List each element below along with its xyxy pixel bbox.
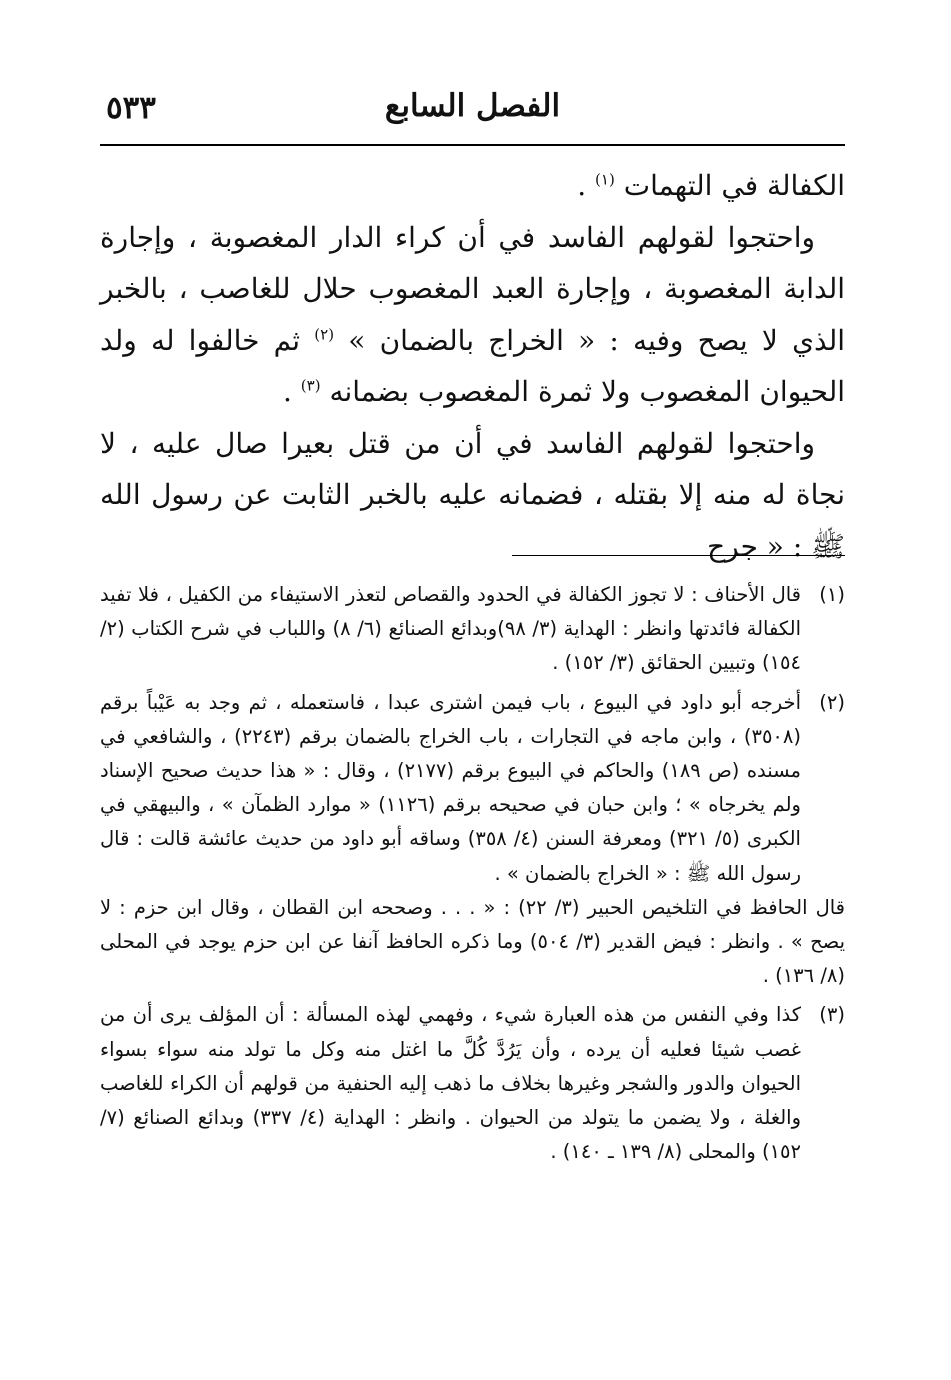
footnote-1-number: (١) [819, 583, 845, 606]
paragraph-1 [100, 160, 845, 212]
footnote-2-number: (٢) [819, 690, 845, 714]
footnote-1 [100, 578, 845, 681]
paragraph-2-end: . [282, 375, 301, 408]
paragraph-1-end: . [577, 169, 596, 202]
footnotes [100, 578, 845, 1174]
paragraph-2 [100, 212, 845, 418]
paragraph-3: واحتجوا لقولهم الفاسد في أن من قتل بعيرا صال عليه ، لا نجاة له منه إلا بقتله ، فضمانه عليه بالخبر الثابت عن رسول الله ﷺ : « جرح [100, 426, 845, 563]
footnote-2-continuation: قال الحافظ في التلخيص الحبير (٣/ ٢٢) : « . . . وصححه ابن القطان ، وقال ابن حزم : لا يصح » . وانظر : فيض القدير (٣/ ٥٠٤) وما ذكره الحافظ آنفا عن ابن حزم يوجد في المحلى (٨/ ١٣٦) . [100, 895, 845, 988]
footnote-3-number: (٣) [819, 1003, 845, 1027]
paragraph-2-text-b: ثم خالفوا له ولد الحيوان المغصوب ولا ثمرة المغصوب بضمانه [100, 323, 845, 408]
footnote-ref-3: (٣) [300, 376, 321, 395]
footnote-3 [100, 998, 845, 1169]
footnote-ref-1: (١) [595, 170, 615, 189]
footnote-3-text: كذا وفي النفس من هذه العبارة شيء ، وفهمي لهذه المسألة : أن المؤلف يرى أن من غصب شيئا فعليه أن يرده ، وأن يَرُدَّ كُلَّ ما اغتل منه وكل ما تولد منه سواء بسواء الحيوان والدور والشجر وغيرها بخلاف ما ذهب إليه الحنفية من قولهم أن الكراء للغاصب والغلة ، ولا يضمن ما يتولد من الحيوان . وانظر : الهداية (٤/ ٣٣٧) وبدائع الصنائع (٧/ ١٥٢) والمحلى (٨/ ١٣٩ ـ ١٤٠) . [100, 1003, 801, 1164]
footnote-2 [100, 686, 845, 994]
page-number: ٥٣٣ [106, 90, 156, 126]
header-divider [100, 144, 845, 146]
paragraph-2-text-a: واحتجوا لقولهم الفاسد في أن كراء الدار المغصوبة ، وإجارة الدابة المغصوبة ، وإجارة العبد المغصوب حلال للغاصب ، بالخبر الذي لا يصح وفيه : « الخراج بالضمان » [100, 220, 846, 357]
footnote-2-text: أخرجه أبو داود في البيوع ، باب فيمن اشترى عبدا ، فاستعمله ، ثم وجد به عَيْباً برقم (٣٥٠٨) ، وابن ماجه في التجارات ، باب الخراج بالضمان برقم (٢٢٤٣) ، والشافعي في مسنده (ص ١٨٩) والحاكم في البيوع برقم (٢١٧٧) ، وقال : « هذا حديث صحيح الإسناد ولم يخرجاه » ؛ وابن حبان في صحيحه برقم (١١٢٦) « موارد الظمآن » ، والبيهقي في الكبرى (٥/ ٣٢١) ومعرفة السنن (٤/ ٣٥٨) وساقه أبو داود من حديث عائشة قالت : قال رسول الله ﷺ : « الخراج بالضمان » . [100, 690, 801, 885]
footnote-1-text: قال الأحناف : لا تجوز الكفالة في الحدود والقصاص لتعذر الاستيفاء من الكفيل ، فلا تفيد الكفالة فائدتها وانظر : الهداية (٣/ ٩٨)وبدائع الصنائع (٦/ ٨) واللباب في شرح الكتاب (٢/ ١٥٤) وتبيين الحقائق (٣/ ١٥٢) . [100, 583, 801, 675]
page-header [100, 88, 845, 138]
chapter-title: الفصل السابع [384, 88, 561, 124]
paragraph-1-text: الكفالة في التهمات [623, 169, 845, 202]
footnote-ref-2: (٢) [314, 325, 335, 344]
main-text [100, 160, 845, 572]
footnote-divider [512, 555, 845, 556]
